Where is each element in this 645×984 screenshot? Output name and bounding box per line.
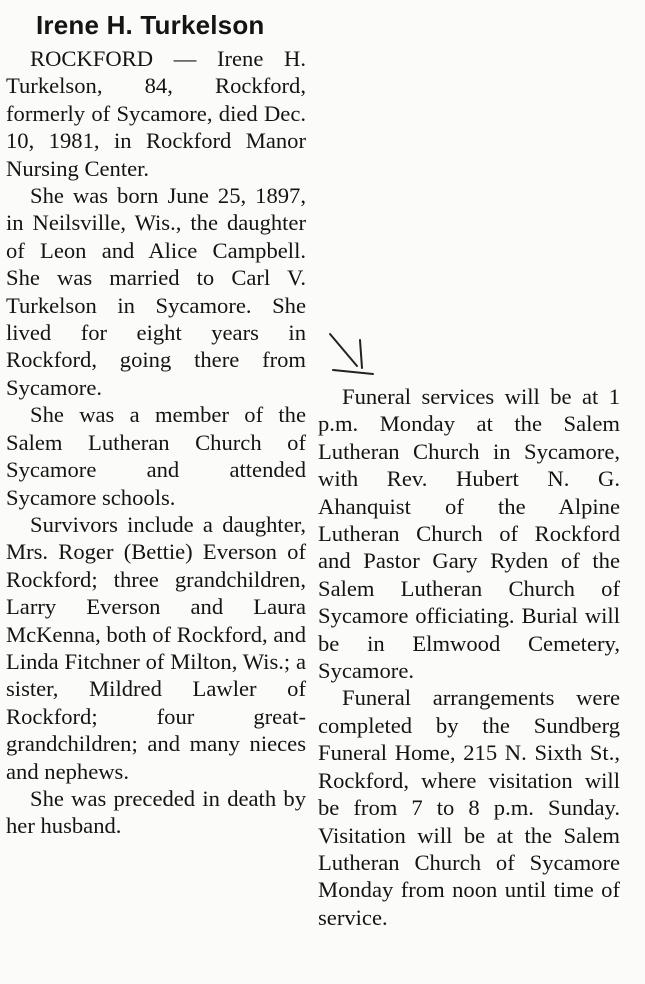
handwritten-check-mark <box>327 330 377 380</box>
obituary-headline: Irene H. Turkelson <box>36 10 265 40</box>
paragraph-death-notice: ROCKFORD — Irene H. Turkelson, 84, Rockford, formerly of Sycamore, died Dec. 10, 1981, in Rockford Manor Nursing Center. <box>6 46 306 181</box>
paragraph-funeral-services: Funeral services will be at 1 p.m. Monday at the Salem Lutheran Church in Sycamore, with Rev. Hubert N. G. Ahanquist of the Alpine Lutheran Church of Rockford and Pastor Gary Ryden of the Salem Lutheran Church of Sycamore officiating. Burial will be in Elmwood Cemetery, Sycamore. <box>318 384 620 684</box>
paragraph-preceded-in-death: She was preceded in death by her husband. <box>6 785 306 839</box>
paragraph-survivors: Survivors include a daughter, Mrs. Roger (Bettie) Everson of Rockford; three grandchildren, Larry Everson and Laura McKenna, both of Rockford, and Linda Fitchner of Milton, Wis.; a sister, Mildred Lawler of Rockford; four great-grandchildren; and many nieces and nephews. <box>6 511 306 784</box>
paragraph-funeral-arrangements: Funeral arrangements were completed by the Sundberg Funeral Home, 215 N. Sixth St., Rockford, where visitation will be from 7 to 8 p.m. Sunday. Visitation will be at the Salem Lutheran Church of Sycamore Monday from noon until time of service. <box>318 685 620 930</box>
left-column <box>6 45 306 840</box>
paragraph-church-membership: She was a member of the Salem Lutheran Church of Sycamore and attended Sycamore schools. <box>6 402 306 510</box>
right-column <box>318 383 620 931</box>
paragraph-birth-marriage: She was born June 25, 1897, in Neilsville, Wis., the daughter of Leon and Alice Campbell. She was married to Carl V. Turkelson in Sycamore. She lived for eight years in Rockford, going there from Sycamore. <box>6 183 306 400</box>
